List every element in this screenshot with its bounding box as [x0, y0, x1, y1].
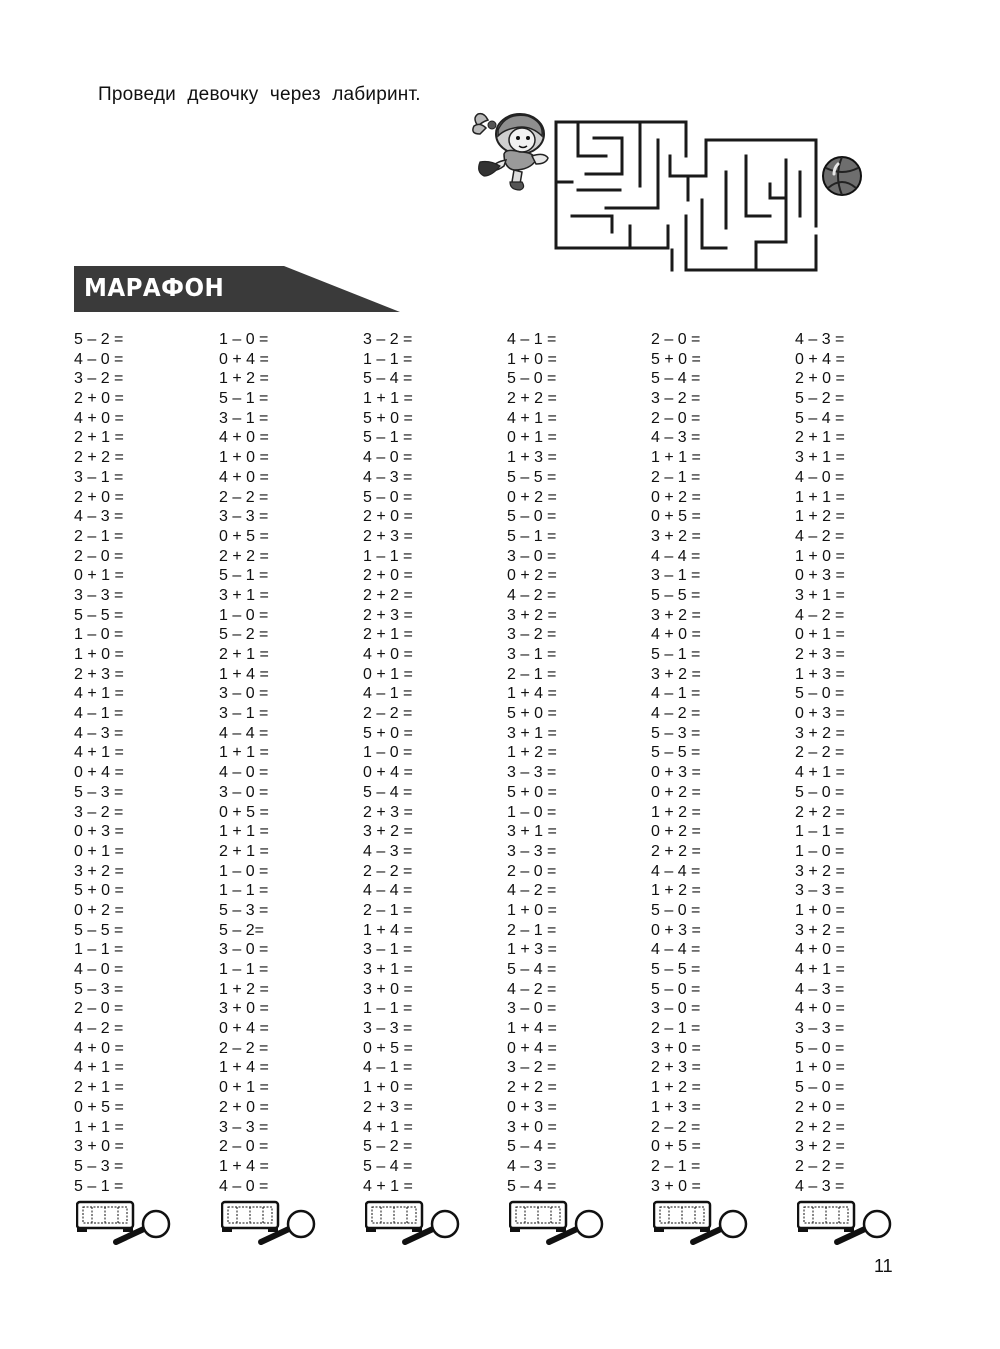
- math-expression: 0 + 3 =: [651, 764, 701, 782]
- math-expression: 0 + 5 =: [651, 508, 701, 526]
- expression-column: [651, 330, 781, 1196]
- math-expression: 5 – 0 =: [507, 370, 557, 388]
- math-expression: 3 + 1 =: [795, 586, 845, 604]
- math-expression: 4 + 1 =: [795, 764, 845, 782]
- math-expression: 0 + 2 =: [74, 901, 124, 919]
- math-expression: 3 + 2 =: [651, 665, 701, 683]
- math-expression: 2 + 0 =: [795, 1098, 845, 1116]
- math-expression: 2 + 3 =: [363, 606, 413, 624]
- math-expression: 3 – 3 =: [219, 1118, 269, 1136]
- math-expression: 0 + 2 =: [651, 488, 701, 506]
- math-expression: 3 + 0 =: [651, 1039, 701, 1057]
- math-expression: 1 + 2 =: [651, 1079, 701, 1097]
- math-expression: 2 + 3 =: [74, 665, 124, 683]
- math-expression: 3 – 1 =: [74, 468, 124, 486]
- math-expression: 4 – 1 =: [74, 705, 124, 723]
- math-expression: 3 + 2 =: [795, 862, 845, 880]
- math-expression: 3 – 2 =: [507, 1059, 557, 1077]
- math-expression: 3 + 1 =: [363, 961, 413, 978]
- math-expression: 3 – 1 =: [219, 409, 269, 427]
- instruction-text: Проведи девочку через лабиринт.: [98, 84, 421, 105]
- math-expression: 4 + 0 =: [74, 409, 124, 427]
- math-expression: 4 + 1 =: [74, 685, 124, 703]
- math-expression: 0 + 4 =: [219, 350, 269, 368]
- math-expression: 2 – 0 =: [74, 547, 124, 565]
- math-expression: 5 – 3 =: [74, 980, 124, 998]
- math-expression: 1 – 0 =: [74, 626, 124, 644]
- math-expression: 3 + 1 =: [219, 586, 269, 604]
- math-expression: 1 + 2 =: [219, 980, 269, 998]
- math-expression: 2 – 1 =: [507, 921, 557, 939]
- math-expression: 5 + 0 =: [507, 705, 557, 723]
- math-expression: 0 + 1 =: [363, 665, 413, 683]
- math-expression: 5 – 4 =: [507, 961, 557, 978]
- math-expression: 3 + 0 =: [74, 1138, 124, 1156]
- math-expression: 3 – 3 =: [219, 508, 269, 526]
- math-expression: 2 – 0 =: [219, 1138, 269, 1156]
- math-expression: 3 + 0 =: [507, 1118, 557, 1136]
- math-expression: 4 – 4 =: [651, 547, 701, 565]
- math-expression: 4 + 1 =: [363, 1118, 413, 1136]
- math-expression: 2 + 3 =: [795, 646, 845, 663]
- math-expression: 4 – 4 =: [219, 724, 269, 742]
- maze: [550, 116, 826, 278]
- math-expression: 4 – 2 =: [795, 606, 845, 624]
- math-expression: 1 + 1 =: [795, 488, 845, 506]
- math-expression: 3 – 2 =: [74, 803, 124, 821]
- math-expression: 1 – 1 =: [219, 961, 269, 978]
- math-expression: 2 + 0 =: [74, 390, 124, 408]
- math-expression: 0 + 2 =: [507, 488, 557, 506]
- math-expression: 5 – 1 =: [219, 390, 269, 408]
- girl-illustration: [470, 104, 560, 194]
- math-expression: 4 + 1 =: [363, 1177, 413, 1195]
- math-expression: 5 – 1 =: [651, 646, 701, 663]
- math-expression: 1 – 0 =: [795, 842, 845, 860]
- math-expression: 3 – 1 =: [651, 567, 701, 585]
- math-expression: 3 – 0 =: [507, 547, 557, 565]
- math-expression: 3 + 2 =: [795, 1138, 845, 1156]
- timer-icon: [77, 1202, 133, 1232]
- math-expression: 3 – 3 =: [363, 1020, 413, 1038]
- math-expression: 1 + 0 =: [74, 646, 124, 663]
- math-expression: 5 – 2 =: [74, 331, 124, 348]
- math-expression: 4 – 0 =: [74, 961, 124, 978]
- math-expression: 2 + 1 =: [74, 429, 124, 447]
- math-expression: 2 – 1 =: [651, 1157, 701, 1175]
- math-expression: 1 – 1 =: [363, 350, 413, 368]
- math-expression: 0 + 2 =: [651, 823, 701, 841]
- math-expression: 3 – 2 =: [363, 331, 413, 348]
- math-expression: 3 – 2 =: [74, 370, 124, 388]
- page-number: 11: [874, 1256, 893, 1276]
- math-expression: 4 + 1 =: [74, 1059, 124, 1077]
- math-expression: 0 + 5 =: [74, 1098, 124, 1116]
- math-expression: 0 + 3 =: [507, 1098, 557, 1116]
- math-expression: 5 – 2=: [219, 921, 264, 939]
- math-expression: 1 + 3 =: [795, 665, 845, 683]
- expression-column: [74, 330, 204, 1196]
- math-expression: 1 + 0 =: [795, 1059, 845, 1077]
- math-expression: 5 + 0 =: [74, 882, 124, 900]
- math-expression: 4 – 4 =: [651, 862, 701, 880]
- math-expression: 5 – 5 =: [74, 606, 124, 624]
- timer-icon: [798, 1202, 854, 1232]
- math-expression: 5 – 4 =: [363, 783, 413, 801]
- math-expression: 1 + 1 =: [363, 390, 413, 408]
- math-expression: 2 – 2 =: [363, 862, 413, 880]
- math-expression: 1 + 4 =: [507, 1020, 557, 1038]
- math-expression: 3 + 2 =: [795, 921, 845, 939]
- math-expression: 4 – 3 =: [363, 468, 413, 486]
- math-expression: 5 – 2 =: [795, 390, 845, 408]
- math-expression: 1 + 1 =: [219, 823, 269, 841]
- math-expression: 1 + 2 =: [795, 508, 845, 526]
- math-expression: 5 – 1 =: [363, 429, 413, 447]
- math-expression: 5 – 5 =: [651, 586, 701, 604]
- math-expression: 5 – 0 =: [795, 1039, 845, 1057]
- math-expression: 2 – 1 =: [507, 665, 557, 683]
- math-expression: 5 + 0 =: [651, 350, 701, 368]
- math-expression: 5 – 4 =: [651, 370, 701, 388]
- math-expression: 4 + 1 =: [74, 744, 124, 762]
- math-expression: 2 – 1 =: [651, 468, 701, 486]
- math-expression: 1 + 4 =: [363, 921, 413, 939]
- math-expression: 4 – 2 =: [74, 1020, 124, 1038]
- math-expression: 3 + 0 =: [363, 980, 413, 998]
- math-expression: 5 – 2 =: [219, 626, 269, 644]
- math-expression: 5 – 0 =: [651, 901, 701, 919]
- math-expression: 1 – 1 =: [74, 941, 124, 959]
- math-expression: 1 – 0 =: [219, 606, 269, 624]
- math-expression: 1 – 1 =: [363, 547, 413, 565]
- timer-icon: [654, 1202, 710, 1232]
- math-expression: 3 – 1 =: [507, 646, 557, 663]
- math-expression: 5 – 0 =: [363, 488, 413, 506]
- math-expression: 3 + 2 =: [651, 527, 701, 545]
- math-expression: 5 – 4 =: [795, 409, 845, 427]
- math-expression: 2 + 3 =: [363, 803, 413, 821]
- math-expression: 2 + 0 =: [219, 1098, 269, 1116]
- math-expression: 4 – 3 =: [363, 842, 413, 860]
- math-expression: 2 – 2 =: [219, 1039, 269, 1057]
- math-expression: 5 – 4 =: [363, 1157, 413, 1175]
- math-expression: 2 – 0 =: [507, 862, 557, 880]
- math-expression: 1 + 4 =: [219, 665, 269, 683]
- math-expression: 3 – 3 =: [507, 842, 557, 860]
- math-expression: 1 + 0 =: [507, 901, 557, 919]
- math-expression: 1 + 1 =: [219, 744, 269, 762]
- math-expression: 4 + 0 =: [219, 429, 269, 447]
- math-expression: 1 + 4 =: [219, 1157, 269, 1175]
- math-expression: 4 – 2 =: [507, 980, 557, 998]
- math-expression: 4 – 3 =: [74, 724, 124, 742]
- math-expression: 2 + 1 =: [363, 626, 413, 644]
- section-title: МАРАФОН: [84, 273, 225, 302]
- math-expression: 4 – 2 =: [651, 705, 701, 723]
- math-expression: 4 + 0 =: [219, 468, 269, 486]
- math-expression: 2 + 2 =: [507, 1079, 557, 1097]
- math-expression: 0 + 4 =: [219, 1020, 269, 1038]
- math-expression: 4 – 0 =: [74, 350, 124, 368]
- math-expression: 2 + 3 =: [363, 1098, 413, 1116]
- math-expression: 5 – 0 =: [651, 980, 701, 998]
- math-expression: 3 – 3 =: [74, 586, 124, 604]
- math-expression: 1 + 0 =: [507, 350, 557, 368]
- math-expression: 3 + 2 =: [651, 606, 701, 624]
- math-expression: 4 – 1 =: [507, 331, 557, 348]
- math-expression: 4 – 2 =: [507, 586, 557, 604]
- math-expression: 1 + 2 =: [651, 882, 701, 900]
- ball-illustration: [820, 154, 864, 198]
- math-expression: 4 – 1 =: [363, 1059, 413, 1077]
- math-expression: 5 – 4 =: [507, 1138, 557, 1156]
- math-expression: 0 + 3 =: [795, 705, 845, 723]
- math-expression: 0 + 4 =: [74, 764, 124, 782]
- math-expression: 4 – 2 =: [507, 882, 557, 900]
- math-expression: 2 + 2 =: [363, 586, 413, 604]
- math-expression: 3 + 2 =: [795, 724, 845, 742]
- math-expression: 3 – 0 =: [219, 783, 269, 801]
- math-expression: 4 – 0 =: [363, 449, 413, 467]
- math-expression: 5 – 5 =: [74, 921, 124, 939]
- math-expression: 2 – 0 =: [651, 331, 701, 348]
- math-expression: 5 + 0 =: [507, 783, 557, 801]
- math-expression: 3 – 3 =: [507, 764, 557, 782]
- math-expression: 1 – 1 =: [795, 823, 845, 841]
- math-expression: 0 + 1 =: [507, 429, 557, 447]
- math-expression: 2 + 2 =: [795, 1118, 845, 1136]
- math-expression: 1 + 0 =: [795, 901, 845, 919]
- math-expression: 1 + 3 =: [507, 941, 557, 959]
- math-expression: 4 – 3 =: [795, 980, 845, 998]
- math-expression: 2 + 3 =: [363, 527, 413, 545]
- math-expression: 5 – 3 =: [74, 1157, 124, 1175]
- math-expression: 2 + 2 =: [795, 803, 845, 821]
- math-expression: 0 + 5 =: [651, 1138, 701, 1156]
- math-expression: 2 – 2 =: [363, 705, 413, 723]
- math-expression: 5 – 3 =: [219, 901, 269, 919]
- math-expression: 1 + 2 =: [219, 370, 269, 388]
- math-expression: 3 + 0 =: [219, 1000, 269, 1018]
- math-expression: 1 – 1 =: [363, 1000, 413, 1018]
- math-expression: 1 + 4 =: [507, 685, 557, 703]
- math-expression: 0 + 3 =: [651, 921, 701, 939]
- math-expression: 3 + 0 =: [651, 1177, 701, 1195]
- math-expression: 0 + 1 =: [795, 626, 845, 644]
- math-expression: 4 – 0 =: [219, 764, 269, 782]
- math-expression: 5 – 3 =: [74, 783, 124, 801]
- math-expression: 3 + 1 =: [795, 449, 845, 467]
- math-expression: 4 + 0 =: [651, 626, 701, 644]
- math-expression: 5 + 0 =: [363, 409, 413, 427]
- math-expression: 3 – 1 =: [363, 941, 413, 959]
- math-expression: 2 – 1 =: [74, 527, 124, 545]
- math-expression: 2 – 2 =: [795, 744, 845, 762]
- math-expression: 0 + 3 =: [74, 823, 124, 841]
- math-expression: 5 – 0 =: [507, 508, 557, 526]
- math-expression: 2 + 1 =: [219, 646, 269, 663]
- math-expression: 0 + 4 =: [363, 764, 413, 782]
- math-expression: 1 + 3 =: [651, 1098, 701, 1116]
- timer-and-magnifier: [653, 1198, 753, 1246]
- math-expression: 5 – 4 =: [363, 370, 413, 388]
- math-expression: 4 + 0 =: [74, 1039, 124, 1057]
- math-expression: 2 + 0 =: [363, 508, 413, 526]
- math-expression: 5 – 4 =: [507, 1177, 557, 1195]
- math-expression: 2 + 2 =: [507, 390, 557, 408]
- math-expression: 1 – 0 =: [507, 803, 557, 821]
- expression-column: [795, 330, 925, 1196]
- math-expression: 5 – 0 =: [795, 1079, 845, 1097]
- math-expression: 2 + 1 =: [74, 1079, 124, 1097]
- timer-and-magnifier: [365, 1198, 465, 1246]
- math-expression: 5 – 5 =: [651, 961, 701, 978]
- math-expression: 3 – 0 =: [651, 1000, 701, 1018]
- math-expression: 2 – 1 =: [651, 1020, 701, 1038]
- math-expression: 0 + 4 =: [507, 1039, 557, 1057]
- math-expression: 5 – 1 =: [219, 567, 269, 585]
- math-expression: 1 – 0 =: [363, 744, 413, 762]
- math-expression: 4 + 0 =: [795, 1000, 845, 1018]
- math-expression: 4 + 1 =: [507, 409, 557, 427]
- timer-icon: [222, 1202, 278, 1232]
- math-expression: 3 – 3 =: [795, 882, 845, 900]
- math-expression: 3 – 0 =: [219, 685, 269, 703]
- math-expression: 4 – 3 =: [507, 1157, 557, 1175]
- math-expression: 1 + 0 =: [219, 449, 269, 467]
- math-expression: 1 + 0 =: [363, 1079, 413, 1097]
- math-expression: 1 – 1 =: [219, 882, 269, 900]
- math-expression: 4 – 3 =: [795, 1177, 845, 1195]
- math-expression: 4 – 3 =: [74, 508, 124, 526]
- expression-column: [219, 330, 349, 1196]
- math-expression: 0 + 2 =: [507, 567, 557, 585]
- math-expression: 0 + 5 =: [363, 1039, 413, 1057]
- math-expression: 3 – 3 =: [795, 1020, 845, 1038]
- math-expression: 4 – 3 =: [651, 429, 701, 447]
- math-expression: 5 – 2 =: [363, 1138, 413, 1156]
- math-expression: 2 + 1 =: [219, 842, 269, 860]
- math-expression: 4 – 4 =: [363, 882, 413, 900]
- math-expression: 5 – 0 =: [795, 685, 845, 703]
- timer-icon: [366, 1202, 422, 1232]
- timer-and-magnifier: [221, 1198, 321, 1246]
- math-expression: 2 + 2 =: [74, 449, 124, 467]
- math-expression: 4 + 0 =: [363, 646, 413, 663]
- math-expression: 4 + 0 =: [795, 941, 845, 959]
- timer-and-magnifier: [509, 1198, 609, 1246]
- math-expression: 1 + 1 =: [651, 449, 701, 467]
- math-expression: 0 + 1 =: [219, 1079, 269, 1097]
- math-expression: 2 + 1 =: [795, 429, 845, 447]
- math-expression: 2 – 2 =: [795, 1157, 845, 1175]
- math-expression: 2 – 0 =: [74, 1000, 124, 1018]
- math-expression: 4 – 0 =: [219, 1177, 269, 1195]
- math-expression: 3 – 0 =: [507, 1000, 557, 1018]
- math-expression: 0 + 2 =: [651, 783, 701, 801]
- math-expression: 1 – 0 =: [219, 862, 269, 880]
- math-expression: 0 + 4 =: [795, 350, 845, 368]
- math-expression: 3 + 1 =: [507, 823, 557, 841]
- math-expression: 0 + 5 =: [219, 527, 269, 545]
- math-expression: 4 – 0 =: [795, 468, 845, 486]
- math-expression: 3 + 1 =: [507, 724, 557, 742]
- math-expression: 1 – 0 =: [219, 331, 269, 348]
- timer-and-magnifier: [797, 1198, 897, 1246]
- math-expression: 4 – 3 =: [795, 331, 845, 348]
- math-expression: 1 + 3 =: [507, 449, 557, 467]
- timer-icon: [510, 1202, 566, 1232]
- math-expression: 2 + 0 =: [795, 370, 845, 388]
- math-expression: 3 – 2 =: [651, 390, 701, 408]
- math-expression: 2 + 3 =: [651, 1059, 701, 1077]
- math-expression: 5 – 0 =: [795, 783, 845, 801]
- math-expression: 4 + 1 =: [795, 961, 845, 978]
- math-expression: 5 + 0 =: [363, 724, 413, 742]
- math-expression: 3 + 2 =: [74, 862, 124, 880]
- math-expression: 4 – 4 =: [651, 941, 701, 959]
- math-expression: 5 – 3 =: [651, 724, 701, 742]
- math-expression: 3 + 2 =: [363, 823, 413, 841]
- timer-and-magnifier: [76, 1198, 176, 1246]
- math-expression: 4 – 2 =: [795, 527, 845, 545]
- math-expression: 2 + 0 =: [74, 488, 124, 506]
- math-expression: 2 – 2 =: [219, 488, 269, 506]
- math-expression: 1 + 0 =: [795, 547, 845, 565]
- math-expression: 5 – 1 =: [507, 527, 557, 545]
- math-expression: 5 – 5 =: [651, 744, 701, 762]
- math-expression: 2 + 2 =: [651, 842, 701, 860]
- math-expression: 3 – 2 =: [507, 626, 557, 644]
- math-expression: 2 + 0 =: [363, 567, 413, 585]
- math-expression: 2 – 1 =: [363, 901, 413, 919]
- math-expression: 0 + 5 =: [219, 803, 269, 821]
- math-expression: 1 + 2 =: [507, 744, 557, 762]
- expression-column: [507, 330, 637, 1196]
- math-expression: 2 – 0 =: [651, 409, 701, 427]
- math-expression: 3 – 0 =: [219, 941, 269, 959]
- math-expression: 1 + 4 =: [219, 1059, 269, 1077]
- math-expression: 2 – 2 =: [651, 1118, 701, 1136]
- math-expression: 1 + 2 =: [651, 803, 701, 821]
- math-expression: 0 + 1 =: [74, 567, 124, 585]
- math-expression: 3 + 2 =: [507, 606, 557, 624]
- expression-column: [363, 330, 493, 1196]
- math-expression: 1 + 1 =: [74, 1118, 124, 1136]
- math-expression: 5 – 1 =: [74, 1177, 124, 1195]
- math-expression: 4 – 1 =: [363, 685, 413, 703]
- math-expression: 2 + 2 =: [219, 547, 269, 565]
- math-expression: 0 + 1 =: [74, 842, 124, 860]
- math-expression: 5 – 5 =: [507, 468, 557, 486]
- math-expression: 3 – 1 =: [219, 705, 269, 723]
- math-expression: 4 – 1 =: [651, 685, 701, 703]
- math-expression: 0 + 3 =: [795, 567, 845, 585]
